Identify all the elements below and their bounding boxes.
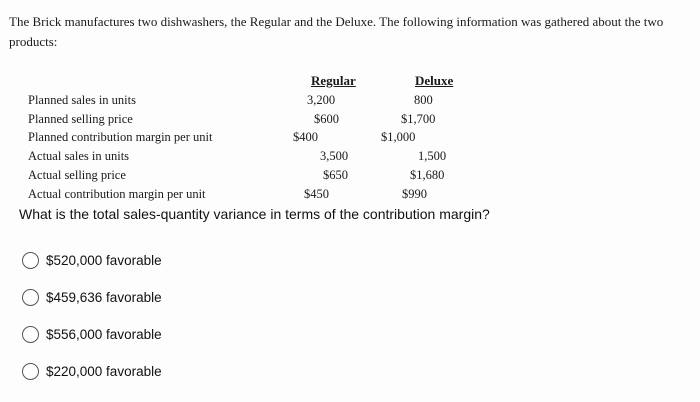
cell-regular: $400 bbox=[293, 130, 318, 144]
cell-regular: 3,200 bbox=[307, 93, 336, 107]
answer-option[interactable] bbox=[22, 289, 162, 306]
answer-option-label: $220,000 favorable bbox=[46, 364, 162, 379]
answer-option-label: $459,636 favorable bbox=[46, 290, 162, 305]
row-label: Planned sales in units bbox=[28, 93, 136, 107]
answer-option-label: $520,000 favorable bbox=[46, 253, 162, 268]
answer-option[interactable] bbox=[22, 326, 162, 343]
row-label: Actual contribution margin per unit bbox=[28, 187, 206, 201]
question-text: What is the total sales-quantity variance in terms of the contribution margin? bbox=[19, 206, 490, 222]
cell-regular: 3,500 bbox=[320, 149, 349, 163]
radio-button[interactable] bbox=[22, 252, 39, 269]
radio-button[interactable] bbox=[22, 289, 39, 306]
cell-deluxe: 800 bbox=[414, 93, 433, 107]
radio-button[interactable] bbox=[22, 363, 39, 380]
answer-option-label: $556,000 favorable bbox=[46, 327, 162, 342]
column-header-regular: Regular bbox=[311, 73, 356, 88]
radio-button[interactable] bbox=[22, 326, 39, 343]
row-label: Planned selling price bbox=[28, 112, 133, 126]
cell-deluxe: $1,000 bbox=[381, 130, 416, 144]
row-label: Actual selling price bbox=[28, 168, 126, 182]
problem-intro: The Brick manufactures two dishwashers, the Regular and the Deluxe. The following information was gathered about the two products: bbox=[9, 14, 664, 49]
row-label: Actual sales in units bbox=[28, 149, 130, 163]
cell-regular: $600 bbox=[314, 112, 339, 126]
row-label: Planned contribution margin per unit bbox=[28, 130, 213, 144]
cell-deluxe: $1,700 bbox=[401, 112, 436, 126]
cell-deluxe: $1,680 bbox=[410, 168, 445, 182]
cell-deluxe: 1,500 bbox=[418, 149, 447, 163]
answer-option[interactable] bbox=[22, 363, 162, 380]
answer-option[interactable] bbox=[22, 252, 162, 269]
cell-deluxe: $990 bbox=[402, 187, 427, 201]
column-header-deluxe: Deluxe bbox=[415, 73, 454, 88]
cell-regular: $450 bbox=[304, 187, 329, 201]
cell-regular: $650 bbox=[323, 168, 348, 182]
